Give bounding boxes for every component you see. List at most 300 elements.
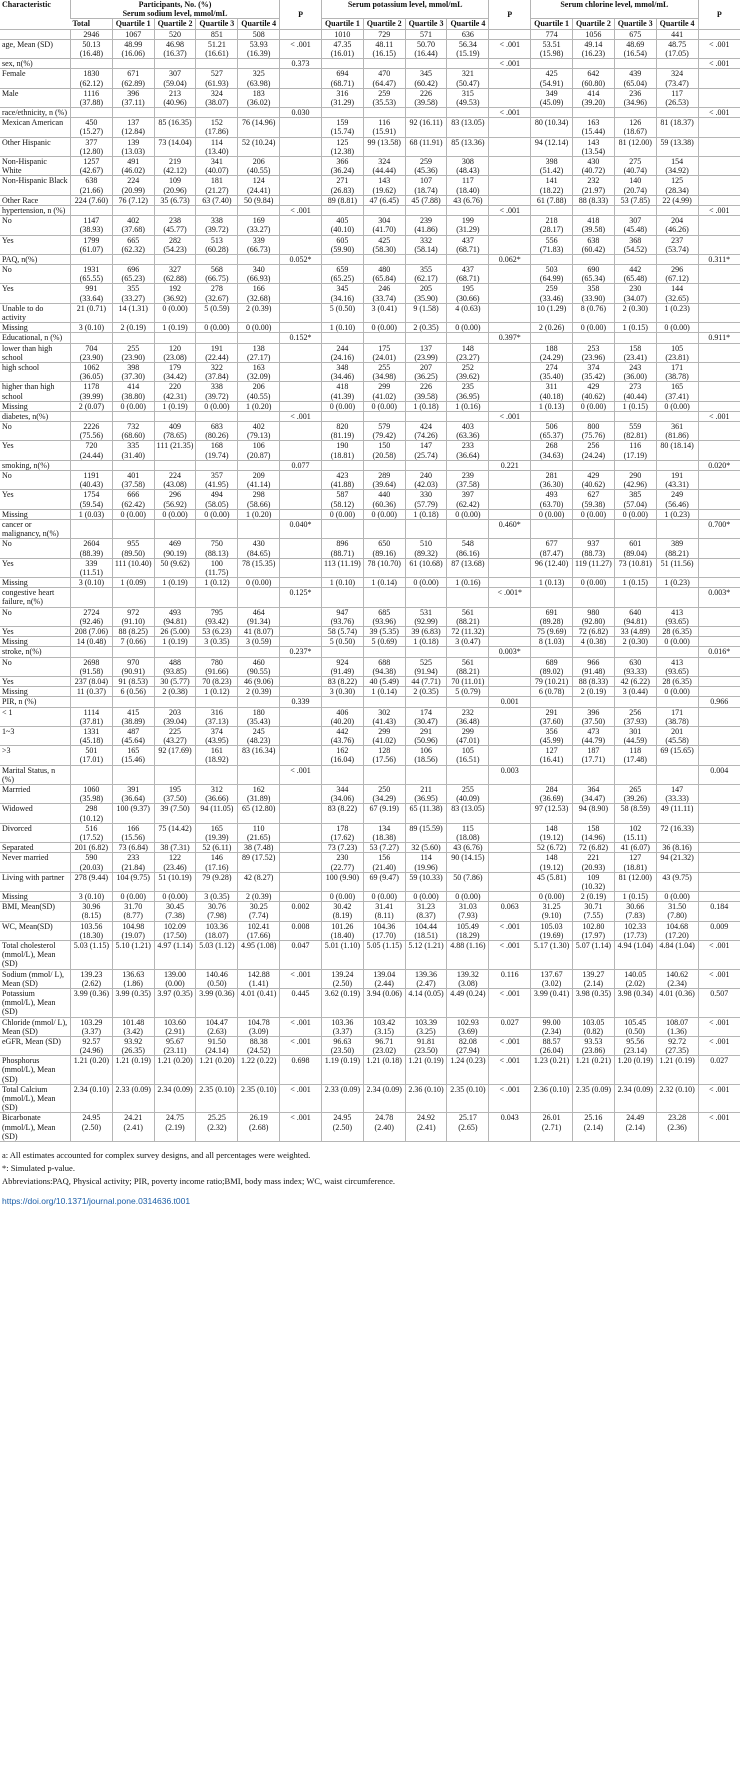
table-cell: 139 (13.03) bbox=[112, 137, 154, 156]
table-cell: 415 (38.89) bbox=[112, 707, 154, 726]
table-cell: 73 (14.04) bbox=[154, 137, 196, 156]
table-cell: 627 (59.38) bbox=[572, 490, 614, 509]
table-cell: 1.19 (0.19) bbox=[321, 1056, 363, 1085]
table-cell bbox=[489, 118, 531, 137]
table-cell: 195 (30.66) bbox=[447, 284, 489, 303]
table-cell: 28 (6.35) bbox=[656, 676, 698, 686]
table-cell: 0.700* bbox=[698, 519, 740, 538]
table-cell: 437 (68.71) bbox=[447, 265, 489, 284]
table-cell: 820 (81.19) bbox=[321, 422, 363, 441]
table-cell: 289 (39.64) bbox=[363, 471, 405, 490]
table-cell: 46 (9.06) bbox=[238, 676, 280, 686]
table-cell: < .001 bbox=[489, 921, 531, 940]
table-cell bbox=[280, 490, 322, 509]
table-row bbox=[0, 284, 740, 303]
row-label: Marital Status, n (%) bbox=[2, 765, 56, 784]
table-cell: 291 (50.96) bbox=[405, 726, 447, 745]
table-cell bbox=[698, 578, 740, 588]
row-label: Never married bbox=[2, 853, 49, 863]
table-cell: 103.56 (18.30) bbox=[70, 921, 112, 940]
table-cell: 72 (6.82) bbox=[572, 843, 614, 853]
table-cell: 208 (7.06) bbox=[70, 627, 112, 637]
row-label: Yes bbox=[2, 627, 14, 636]
table-cell: 470 (64.47) bbox=[363, 69, 405, 88]
table-cell: 1 (0.23) bbox=[656, 578, 698, 588]
table-cell: 1060 (35.98) bbox=[70, 785, 112, 804]
table-cell bbox=[112, 519, 154, 538]
table-cell: 5.07 (1.14) bbox=[572, 941, 614, 970]
row-label: diabetes, n(%) bbox=[2, 411, 49, 421]
table-cell: 150 (20.58) bbox=[363, 441, 405, 460]
table-cell: 1.22 (0.22) bbox=[238, 1056, 280, 1085]
table-cell: < .001 bbox=[280, 1017, 322, 1036]
row-label: PAQ, n(%) bbox=[2, 254, 38, 264]
table-cell: 118 (17.48) bbox=[614, 746, 656, 765]
table-cell bbox=[447, 411, 489, 421]
table-cell bbox=[280, 441, 322, 460]
header-q2: Quartile 2 bbox=[572, 19, 614, 29]
table-cell: 109 (10.32) bbox=[572, 872, 614, 891]
table-row bbox=[0, 558, 740, 577]
table-cell bbox=[154, 519, 196, 538]
table-cell: 39 (7.50) bbox=[154, 804, 196, 823]
table-cell bbox=[238, 588, 280, 607]
table-cell: 2 (0.19) bbox=[572, 687, 614, 697]
table-cell: 30.96 (8.15) bbox=[70, 902, 112, 921]
header-q3: Quartile 3 bbox=[196, 19, 238, 29]
table-cell bbox=[196, 254, 238, 264]
table-cell: 139.04 (2.44) bbox=[363, 969, 405, 988]
table-cell: 0.043 bbox=[489, 1113, 531, 1142]
table-cell: 224 (20.99) bbox=[112, 176, 154, 195]
header-q1: Quartile 1 bbox=[531, 19, 573, 29]
table-cell bbox=[447, 59, 489, 69]
table-cell bbox=[405, 588, 447, 607]
table-cell: 53.51 (15.98) bbox=[531, 39, 573, 58]
table-cell: 2 (0.26) bbox=[531, 323, 573, 333]
table-cell: 516 (17.52) bbox=[70, 823, 112, 842]
table-cell: 110 (21.65) bbox=[238, 823, 280, 842]
table-cell: 31.25 (9.10) bbox=[531, 902, 573, 921]
table-cell bbox=[572, 460, 614, 470]
header-q3: Quartile 3 bbox=[614, 19, 656, 29]
table-cell: 0 (0.00) bbox=[112, 509, 154, 519]
table-row bbox=[0, 539, 740, 558]
table-cell bbox=[363, 647, 405, 657]
table-cell: 230 (22.77) bbox=[321, 853, 363, 872]
table-cell bbox=[112, 205, 154, 215]
table-cell: 1147 (38.93) bbox=[70, 216, 112, 235]
table-cell bbox=[698, 362, 740, 381]
table-cell bbox=[656, 205, 698, 215]
table-cell: 137 (23.99) bbox=[405, 343, 447, 362]
table-cell: 3.98 (0.35) bbox=[572, 988, 614, 1017]
table-cell: 88.57 (26.04) bbox=[531, 1036, 573, 1055]
table-cell bbox=[321, 333, 363, 343]
table-cell: 137.67 (3.02) bbox=[531, 969, 573, 988]
table-cell: 206 (40.55) bbox=[238, 382, 280, 401]
table-cell bbox=[698, 157, 740, 176]
table-cell bbox=[363, 519, 405, 538]
table-cell: 2946 bbox=[70, 29, 112, 39]
table-cell: 325 (63.98) bbox=[238, 69, 280, 88]
table-cell: 25.16 (2.14) bbox=[572, 1113, 614, 1142]
table-row bbox=[0, 1084, 740, 1113]
table-cell: 2 (0.35) bbox=[405, 687, 447, 697]
row-label: sex, n(%) bbox=[2, 59, 33, 69]
table-cell: 1 (0.12) bbox=[196, 687, 238, 697]
table-cell bbox=[70, 108, 112, 118]
table-cell: 42 (6.22) bbox=[614, 676, 656, 686]
table-cell: 94 (8.90) bbox=[572, 804, 614, 823]
table-cell: 106 (20.87) bbox=[238, 441, 280, 460]
row-label: Bicarbonate (mmol/L), Mean (SD) bbox=[2, 1113, 56, 1141]
table-cell: 125 (12.38) bbox=[321, 137, 363, 156]
table-cell: 413 (93.65) bbox=[656, 607, 698, 626]
table-cell: 556 (71.83) bbox=[531, 235, 573, 254]
table-cell: 79 (10.21) bbox=[531, 676, 573, 686]
table-cell: 83 (13.05) bbox=[447, 804, 489, 823]
table-cell: 0.077 bbox=[280, 460, 322, 470]
table-cell: 442 (65.48) bbox=[614, 265, 656, 284]
table-cell bbox=[447, 333, 489, 343]
table-cell: 191 (43.31) bbox=[656, 471, 698, 490]
table-cell: 103.29 (3.37) bbox=[70, 1017, 112, 1036]
table-cell: 690 (65.34) bbox=[572, 265, 614, 284]
table-cell: 1 (0.15) bbox=[614, 401, 656, 411]
table-cell: 0 (0.00) bbox=[405, 578, 447, 588]
table-cell bbox=[698, 804, 740, 823]
table-row bbox=[0, 1017, 740, 1036]
table-cell bbox=[280, 195, 322, 205]
table-cell: 0 (0.00) bbox=[656, 637, 698, 647]
table-cell: 364 (34.47) bbox=[572, 785, 614, 804]
table-row bbox=[0, 401, 740, 411]
table-cell: 0 (0.00) bbox=[656, 323, 698, 333]
table-cell: 1 (0.16) bbox=[447, 578, 489, 588]
table-cell: 250 (34.29) bbox=[363, 785, 405, 804]
table-cell bbox=[280, 265, 322, 284]
table-cell: 450 (15.27) bbox=[70, 118, 112, 137]
table-cell: 4.01 (0.41) bbox=[238, 988, 280, 1017]
table-cell: 374 (35.42) bbox=[572, 362, 614, 381]
table-cell bbox=[698, 637, 740, 647]
footnote-a: a: All estimates accounted for complex survey designs, and all percentages were weighted. bbox=[2, 1149, 311, 1160]
table-cell bbox=[70, 588, 112, 607]
row-label: Missing bbox=[2, 401, 28, 411]
table-row bbox=[0, 509, 740, 519]
table-cell: 355 (33.27) bbox=[112, 284, 154, 303]
table-cell: 199 (31.29) bbox=[447, 216, 489, 235]
table-cell: 102.09 (17.50) bbox=[154, 921, 196, 940]
table-cell: 493 (94.81) bbox=[154, 607, 196, 626]
table-cell: 104.98 (19.07) bbox=[112, 921, 154, 940]
table-cell: 1 (0.16) bbox=[447, 401, 489, 411]
table-cell: 95.56 (23.14) bbox=[614, 1036, 656, 1055]
table-cell: 105.45 (0.50) bbox=[614, 1017, 656, 1036]
table-cell: 377 (12.80) bbox=[70, 137, 112, 156]
table-cell: 53 (6.23) bbox=[196, 627, 238, 637]
table-cell bbox=[447, 588, 489, 607]
table-cell: 53 (7.27) bbox=[363, 843, 405, 853]
table-cell: 102 (15.11) bbox=[614, 823, 656, 842]
table-cell: 209 (41.14) bbox=[238, 471, 280, 490]
table-cell bbox=[280, 323, 322, 333]
table-cell bbox=[280, 69, 322, 88]
table-cell: 414 (39.20) bbox=[572, 88, 614, 107]
table-cell: < .001 bbox=[280, 39, 322, 58]
table-cell: 92 (16.11) bbox=[405, 118, 447, 137]
table-cell: 237 (8.04) bbox=[70, 676, 112, 686]
table-cell: 548 (86.16) bbox=[447, 539, 489, 558]
header-q4: Quartile 4 bbox=[238, 19, 280, 29]
table-cell bbox=[363, 765, 405, 784]
table-cell bbox=[70, 460, 112, 470]
table-cell: 3 (0.35) bbox=[196, 892, 238, 902]
table-row bbox=[0, 265, 740, 284]
table-cell: 322 (37.84) bbox=[196, 362, 238, 381]
table-cell: 4.94 (1.04) bbox=[614, 941, 656, 970]
table-cell: 0 (0.00) bbox=[656, 892, 698, 902]
table-cell: 970 (90.91) bbox=[112, 657, 154, 676]
table-cell bbox=[154, 411, 196, 421]
table-cell: 414 (38.80) bbox=[112, 382, 154, 401]
table-cell: 302 (41.43) bbox=[363, 707, 405, 726]
table-cell: 88.38 (24.52) bbox=[238, 1036, 280, 1055]
table-cell: 39 (6.83) bbox=[405, 627, 447, 637]
table-cell: 298 (58.66) bbox=[238, 490, 280, 509]
table-cell bbox=[489, 382, 531, 401]
table-cell: 31.41 (8.11) bbox=[363, 902, 405, 921]
table-cell bbox=[698, 687, 740, 697]
table-cell: 2 (0.38) bbox=[154, 687, 196, 697]
table-cell: 274 (35.40) bbox=[531, 362, 573, 381]
table-cell bbox=[280, 362, 322, 381]
table-cell bbox=[280, 804, 322, 823]
row-label: stroke, n(%) bbox=[2, 647, 42, 657]
table-cell: 99 (13.58) bbox=[363, 137, 405, 156]
table-cell bbox=[112, 254, 154, 264]
table-cell: 79 (9.28) bbox=[196, 872, 238, 891]
table-cell bbox=[154, 254, 196, 264]
table-cell: 256 (24.24) bbox=[572, 441, 614, 460]
table-cell: 531 (92.99) bbox=[405, 607, 447, 626]
table-cell bbox=[489, 539, 531, 558]
table-cell: 2 (0.39) bbox=[238, 892, 280, 902]
table-cell bbox=[489, 676, 531, 686]
table-cell bbox=[531, 254, 573, 264]
table-cell: 2.36 (0.10) bbox=[531, 1084, 573, 1113]
table-row bbox=[0, 333, 740, 343]
table-cell bbox=[489, 343, 531, 362]
table-cell: 43 (9.75) bbox=[656, 872, 698, 891]
table-cell bbox=[238, 205, 280, 215]
table-cell: 75 (14.42) bbox=[154, 823, 196, 842]
table-cell: 52 (6.11) bbox=[196, 843, 238, 853]
table-cell: 236 (34.96) bbox=[614, 88, 656, 107]
table-cell: 178 (17.62) bbox=[321, 823, 363, 842]
table-cell: 50.70 (16.44) bbox=[405, 39, 447, 58]
table-cell: 2.32 (0.10) bbox=[656, 1084, 698, 1113]
table-cell: 103.60 (2.91) bbox=[154, 1017, 196, 1036]
table-cell: 30.42 (8.19) bbox=[321, 902, 363, 921]
table-cell: 0 (0.00) bbox=[363, 323, 405, 333]
table-cell: 91.50 (24.14) bbox=[196, 1036, 238, 1055]
table-cell: 1.21 (0.20) bbox=[196, 1056, 238, 1085]
table-row bbox=[0, 343, 740, 362]
table-cell: 341 (40.07) bbox=[196, 157, 238, 176]
table-cell: 147 (25.74) bbox=[405, 441, 447, 460]
header-chlorine-group: Serum chlorine level, mmol/mL bbox=[531, 0, 698, 19]
table-cell: 49 (11.11) bbox=[656, 804, 698, 823]
table-cell: 92.72 (27.35) bbox=[656, 1036, 698, 1055]
table-cell bbox=[698, 558, 740, 577]
table-cell: 58 (5.74) bbox=[321, 627, 363, 637]
table-cell: 51 (10.19) bbox=[154, 872, 196, 891]
table-cell: 59 (13.38) bbox=[656, 137, 698, 156]
table-cell bbox=[280, 471, 322, 490]
table-cell: 275 (40.74) bbox=[614, 157, 656, 176]
table-cell: 3.99 (0.36) bbox=[70, 988, 112, 1017]
table-cell: 83 (8.22) bbox=[321, 676, 363, 686]
table-cell: 0 (0.00) bbox=[656, 687, 698, 697]
table-cell: 0 (0.00) bbox=[238, 578, 280, 588]
table-cell: < .001 bbox=[489, 205, 531, 215]
table-cell: 256 (37.93) bbox=[614, 707, 656, 726]
table-cell: 332 (58.14) bbox=[405, 235, 447, 254]
table-cell bbox=[698, 785, 740, 804]
table-cell: 398 (37.30) bbox=[112, 362, 154, 381]
table-cell: 125 (28.34) bbox=[656, 176, 698, 195]
row-label: Unable to do activity bbox=[2, 303, 44, 322]
doi-link[interactable]: https://doi.org/10.1371/journal.pone.0314636.t001 bbox=[2, 1196, 191, 1207]
row-label: WC, Mean(SD) bbox=[2, 921, 53, 931]
table-cell: 0 (0.00) bbox=[196, 323, 238, 333]
table-cell: 100 (9.90) bbox=[321, 872, 363, 891]
table-cell: 105 (16.51) bbox=[447, 746, 489, 765]
table-cell: 1.21 (0.19) bbox=[112, 1056, 154, 1085]
table-cell bbox=[112, 333, 154, 343]
table-cell: 265 (39.26) bbox=[614, 785, 656, 804]
table-cell: 704 (23.90) bbox=[70, 343, 112, 362]
table-cell: 104 (9.75) bbox=[112, 872, 154, 891]
table-cell: 2.34 (0.09) bbox=[154, 1084, 196, 1113]
table-cell: 605 (59.90) bbox=[321, 235, 363, 254]
table-cell bbox=[698, 853, 740, 872]
table-cell: 113 (11.19) bbox=[321, 558, 363, 577]
table-cell bbox=[238, 411, 280, 421]
table-cell bbox=[489, 137, 531, 156]
table-cell: < .001 bbox=[698, 1036, 740, 1055]
table-cell: 691 (89.28) bbox=[531, 607, 573, 626]
table-row bbox=[0, 88, 740, 107]
table-cell: 119 (11.27) bbox=[572, 558, 614, 577]
table-cell: 38 (7.48) bbox=[238, 843, 280, 853]
table-cell: 638 (60.42) bbox=[572, 235, 614, 254]
table-cell: 750 (88.13) bbox=[196, 539, 238, 558]
table-cell: 148 (19.12) bbox=[531, 823, 573, 842]
table-cell bbox=[280, 627, 322, 637]
table-cell: 5.10 (1.21) bbox=[112, 941, 154, 970]
table-cell: 127 (18.81) bbox=[614, 853, 656, 872]
table-cell: 315 (49.53) bbox=[447, 88, 489, 107]
header-q2: Quartile 2 bbox=[154, 19, 196, 29]
table-cell: 0 (0.00) bbox=[112, 401, 154, 411]
table-row bbox=[0, 607, 740, 626]
table-cell: 966 (91.48) bbox=[572, 657, 614, 676]
table-row bbox=[0, 687, 740, 697]
table-cell: < .001 bbox=[489, 1036, 531, 1055]
table-cell: 506 (65.37) bbox=[531, 422, 573, 441]
table-cell bbox=[698, 176, 740, 195]
table-cell bbox=[70, 765, 112, 784]
header-q4: Quartile 4 bbox=[447, 19, 489, 29]
table-cell: < .001 bbox=[698, 1113, 740, 1142]
table-cell bbox=[112, 765, 154, 784]
table-cell: 527 (61.93) bbox=[196, 69, 238, 88]
table-cell: 63 (7.40) bbox=[196, 195, 238, 205]
table-cell: 175 (24.01) bbox=[363, 343, 405, 362]
table-cell: 88 (8.33) bbox=[572, 676, 614, 686]
table-cell bbox=[280, 657, 322, 676]
table-row bbox=[0, 726, 740, 745]
table-cell: 513 (60.28) bbox=[196, 235, 238, 254]
table-cell: 0 (0.00) bbox=[154, 509, 196, 519]
table-cell: 0.397* bbox=[489, 333, 531, 343]
table-cell: 1331 (45.18) bbox=[70, 726, 112, 745]
table-cell: 1.21 (0.20) bbox=[70, 1056, 112, 1085]
table-cell: 0.003 bbox=[489, 765, 531, 784]
table-cell: 1 (0.15) bbox=[614, 578, 656, 588]
table-cell: 143 (13.54) bbox=[572, 137, 614, 156]
table-cell: 284 (36.69) bbox=[531, 785, 573, 804]
table-cell: 675 bbox=[614, 29, 656, 39]
table-cell: 73 (7.23) bbox=[321, 843, 363, 853]
table-cell: 630 (93.33) bbox=[614, 657, 656, 676]
table-row bbox=[0, 578, 740, 588]
table-cell: 338 (39.72) bbox=[196, 216, 238, 235]
table-cell: 51 (11.56) bbox=[656, 558, 698, 577]
table-cell: 143 (19.62) bbox=[363, 176, 405, 195]
table-cell: 520 bbox=[154, 29, 196, 39]
table-cell: 48.69 (16.54) bbox=[614, 39, 656, 58]
table-cell: 389 (88.21) bbox=[656, 539, 698, 558]
table-cell: 0 (0.00) bbox=[196, 509, 238, 519]
table-cell: 335 (31.40) bbox=[112, 441, 154, 460]
table-cell: 72 (11.32) bbox=[447, 627, 489, 637]
table-cell: 94 (12.14) bbox=[531, 137, 573, 156]
table-cell: 413 (93.65) bbox=[656, 657, 698, 676]
row-label: Missing bbox=[2, 323, 28, 333]
table-cell bbox=[572, 588, 614, 607]
header-potassium-group: Serum potassium level, mmol/mL bbox=[321, 0, 488, 19]
table-cell: 114 (13.40) bbox=[196, 137, 238, 156]
table-cell: 220 (42.31) bbox=[154, 382, 196, 401]
row-label: high school bbox=[2, 362, 40, 372]
table-cell bbox=[572, 411, 614, 421]
table-cell: 0.311* bbox=[698, 254, 740, 264]
table-cell bbox=[321, 108, 363, 118]
table-cell: 525 (91.94) bbox=[405, 657, 447, 676]
table-cell: 4.49 (0.24) bbox=[447, 988, 489, 1017]
row-label: hypertension, n (%) bbox=[2, 205, 66, 215]
table-cell: 224 (43.08) bbox=[154, 471, 196, 490]
table-cell: 338 (39.72) bbox=[196, 382, 238, 401]
table-cell bbox=[489, 69, 531, 88]
table-cell: 291 (37.60) bbox=[531, 707, 573, 726]
table-cell bbox=[489, 823, 531, 842]
table-cell: 124 (24.41) bbox=[238, 176, 280, 195]
